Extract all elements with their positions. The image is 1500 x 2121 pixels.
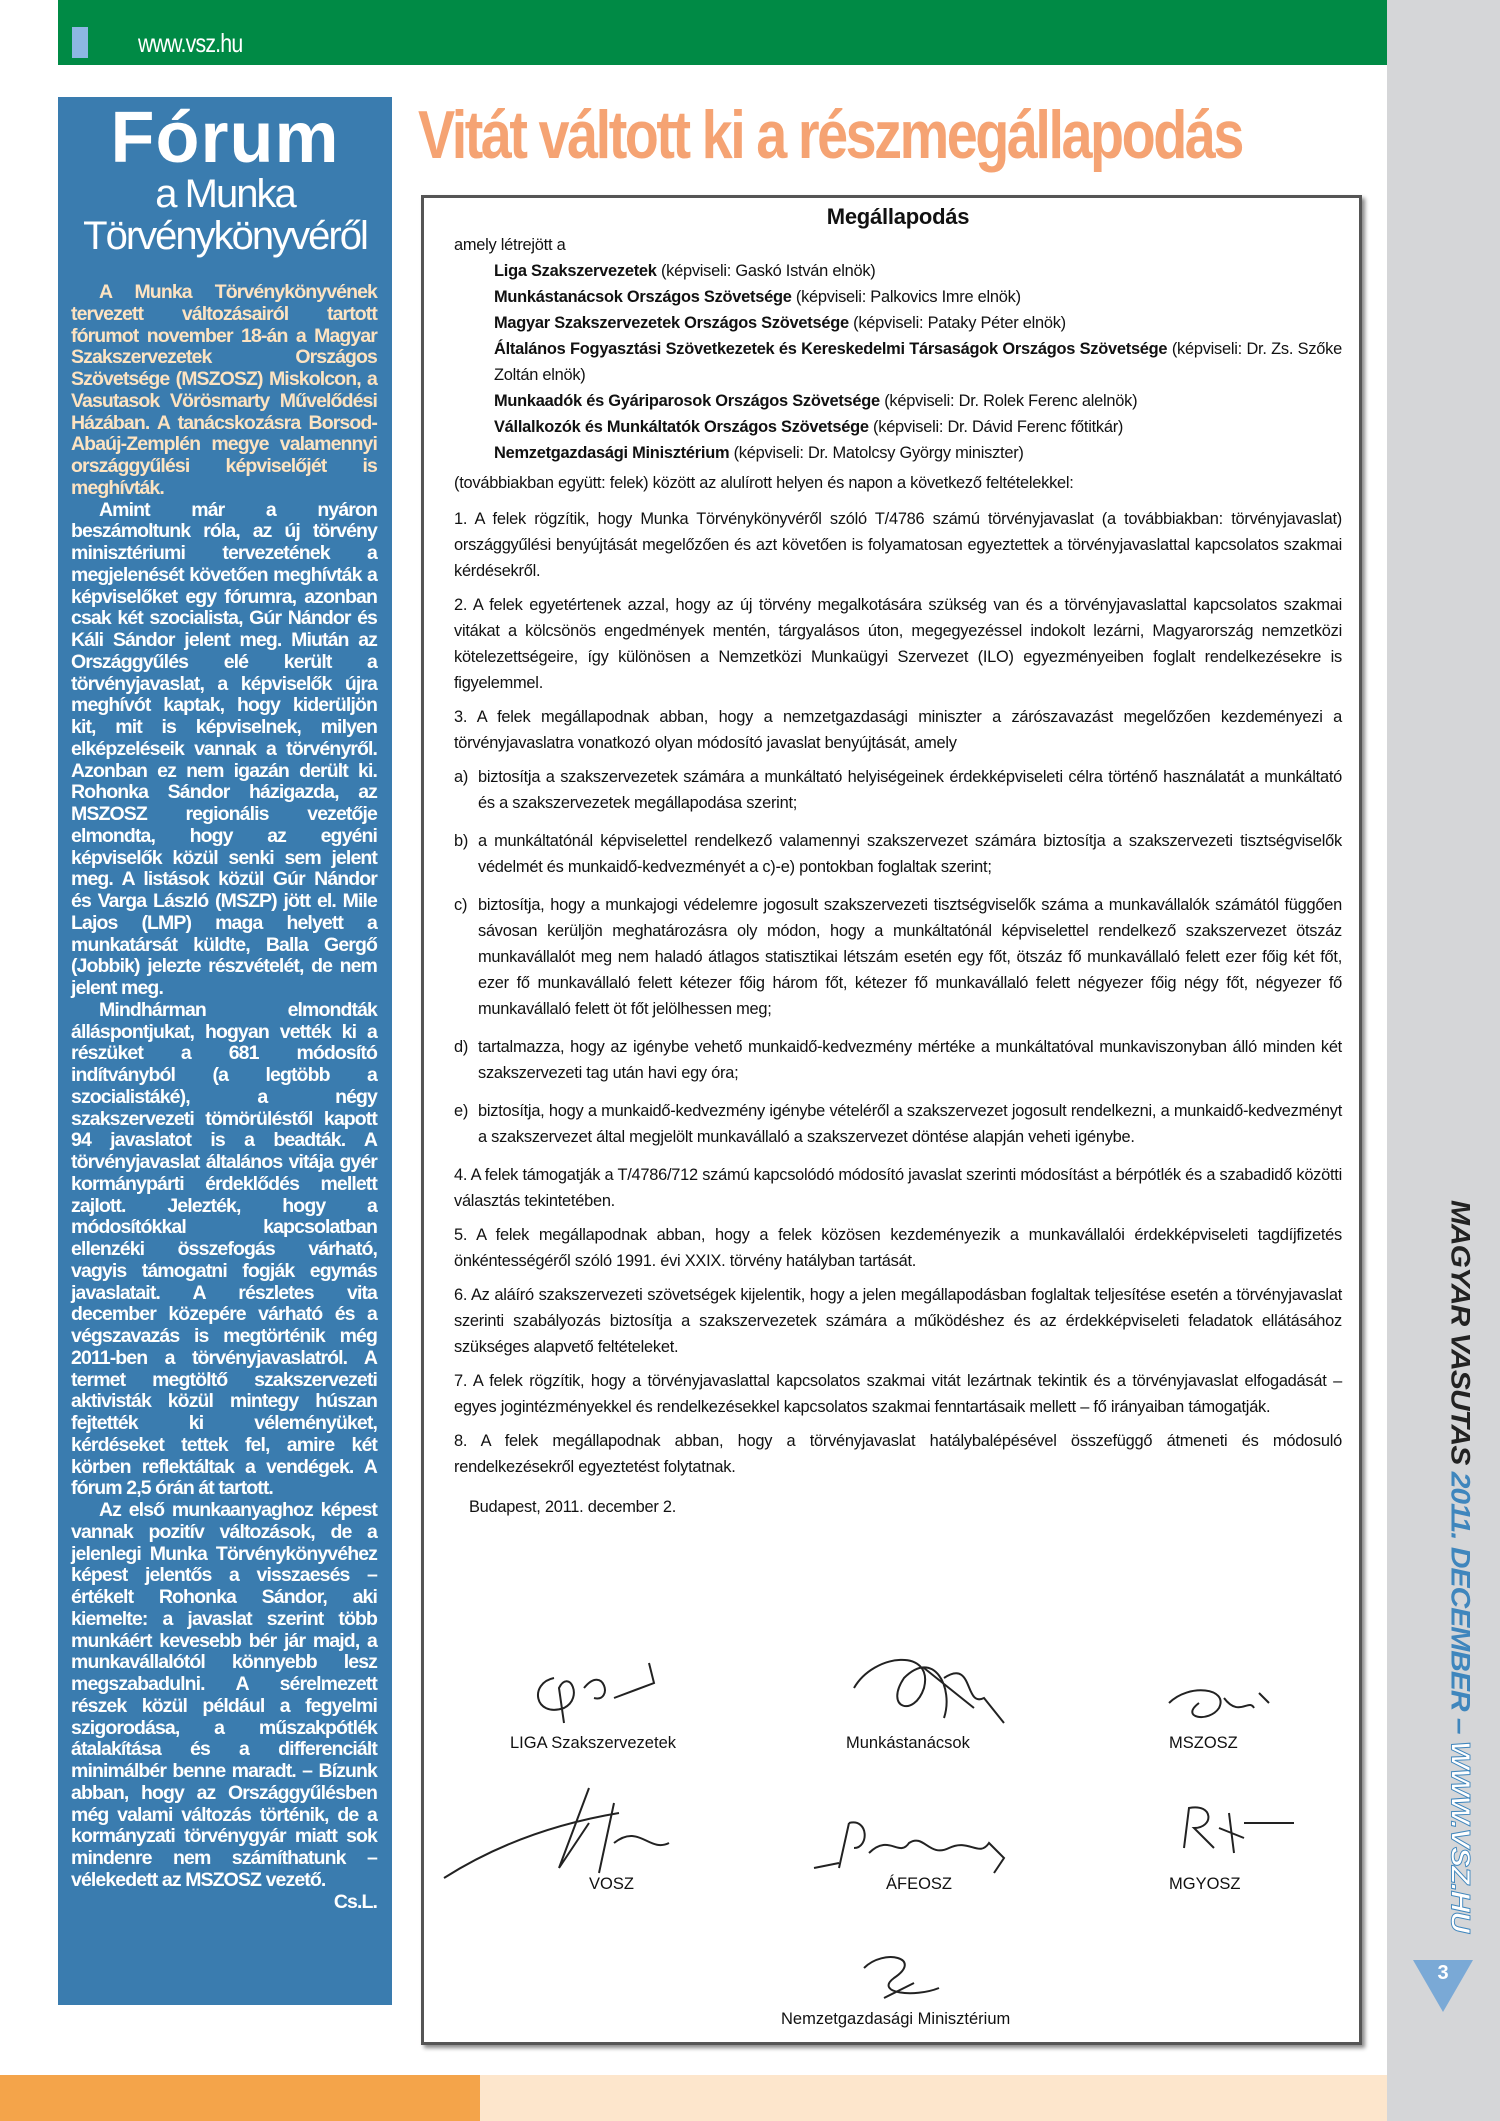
signatory-label: LIGA Szakszervezetek	[510, 1734, 676, 1752]
separator: –	[1445, 1717, 1475, 1734]
forum-paragraph: A Munka Törvénykönyvének tervezett változásairól tartott fórumot november 18-án a Magyar Szakszervezetek Országos Szövetsége (MSZOSZ) Miskolcon, a Vasutasok Vörösmarty Művelődési Házában. A tanácskozásra Borsod-Abaúj-Zemplén megye valamennyi országgyűlési képviselőjét is meghívták.	[71, 281, 377, 499]
document-title: Megállapodás	[826, 204, 970, 229]
clause-3-item: a) biztosítja a szakszervezetek számára a munkáltató helyiségeinek érdekképviseleti célra történő használatát a munkáltató és a szakszervezetek megállapodása szerint;	[454, 768, 1342, 812]
header-url: www.vsz.hu	[138, 28, 243, 58]
signatory-label: Munkástanácsok	[846, 1734, 970, 1752]
party: Magyar Szakszervezetek Országos Szövetsége (képviseli: Pataky Péter elnök)	[494, 314, 1066, 332]
clause-3-item: e) biztosítja, hogy a munkaidő-kedvezmény igénybe vételéről a szakszervezet jogosult rendelkezni, a munkaidő-kedvezményt a szakszervezet által megjelölt munkavállaló a szakszervezet döntése alapján veheti igénybe.	[454, 1102, 1342, 1146]
party: Munkástanácsok Országos Szövetsége (képviseli: Palkovics Imre elnök)	[494, 288, 1021, 306]
signatory-label: ÁFEOSZ	[886, 1875, 953, 1893]
forum-title: Fórum	[110, 98, 340, 178]
clause-2: 2. A felek egyetértenek azzal, hogy az új törvény megalkotására szükség van és a törvényjavaslattal kapcsolatos szakmai vitákat a kölcsönös engedmények mentén, tárgyalásos úton, megegyezéssel indokolt lezárni, Magyarország nemzetközi kötelezettségeire, így különösen a Nemzetközi Munkaügyi Szervezet (ILO) egyezményeiben foglalt rendelkezésekre is figyelemmel.	[454, 596, 1342, 692]
clause-3: 3. A felek megállapodnak abban, hogy a nemzetgazdasági miniszter a zárószavazást megelőzően kezdeményezi a törvényjavaslatra vonatkozó olyan módosító javaslat benyújtását, amely	[454, 708, 1342, 752]
party-list	[454, 258, 1342, 466]
clause-8: 8. A felek megállapodnak abban, hogy a törvényjavaslat hatálybalépésével összefüggő átmeneti és módosuló rendelkezésekről egyeztetést folytatnak.	[454, 1432, 1342, 1476]
header-square-icon	[72, 27, 88, 58]
agreement-document	[421, 195, 1362, 2045]
forum-subtitle-2: Törvénykönyvéről	[83, 214, 367, 258]
clause-3-item: c) biztosítja, hogy a munkajogi védelemre jogosult szakszervezeti tisztségviselők száma a munkavállalók számától függően sávosan kerüljön meghatározásra oly módon, hogy a munkáltatónál képviselettel rendelkező szakszervezet ötszáz munkavállalót meg nem haladó átlagos statisztikai létszám esetén egy főt, ötszáz fő munkavállaló felett ezer főig két főt, ezer fő munkavállaló felett kétezer főig három főt, kétezer fő munkavállaló felett négyezer főig négy főt, négyezer fő munkavállaló felett öt főt jelölhessen meg;	[454, 896, 1342, 1018]
forum-paragraph: Mindhárman elmondták álláspontjukat, hogyan vették ki a részüket a 681 módosító indítványból (a legtöbb a szocialistáké), a négy szakszervezeti tömörüléstől kapott 94 javaslatot is a beadták. A törvényjavaslat általános vitája gyér kormánypárti érdeklődés mellett zajlott. Jelezték, hogy a módosítókkal kapcsolatban ellenzéki összefogás várható, vagyis támogatni fogják egymás javaslatait. A részletes vita december közepére várható és a végszavazás is megtörténik még 2011-ben a törvényjavaslatról. A termet megtöltő szakszervezeti aktivisták közül mintegy húszan fejtették ki véleményüket, kérdéseket tettek fel, amire két körben reflektáltak a vendégek. A fórum 2,5 órán át tartott.	[71, 998, 377, 1500]
signatory-label: MGYOSZ	[1169, 1875, 1241, 1893]
forum-author: Cs.L.	[333, 1890, 377, 1913]
party: Vállalkozók és Munkáltatók Országos Szövetsége (képviseli: Dr. Dávid Ferenc főtitkár)	[494, 418, 1124, 436]
clause-6: 6. Az aláíró szakszervezeti szövetségek kijelentik, hogy a jelen megállapodásban foglaltak teljesítése esetén a törvényjavaslat szerinti szabályozás biztosítja a szakszervezetek számára a működéshez és az érdekképviseleti feladatok ellátásához szükséges alapvető feltételeket.	[454, 1286, 1342, 1356]
forum-subtitle-1: a Munka	[155, 172, 295, 216]
signature-munkastanacsok-icon	[844, 1648, 1014, 1738]
website: WWW.VSZ.HU	[1445, 1740, 1475, 1933]
party: Munkaadók és Gyáriparosok Országos Szövetsége (képviseli: Dr. Rolek Ferenc alelnök)	[494, 392, 1138, 410]
document-intro: amely létrejött a	[454, 236, 566, 254]
signature-mszosz-icon	[1159, 1678, 1279, 1738]
signatory-label: VOSZ	[589, 1875, 634, 1893]
publication-banner	[1421, 1200, 1475, 1933]
place-date: Budapest, 2011. december 2.	[469, 1498, 677, 1516]
clause-4: 4. A felek támogatják a T/4786/712 számú kapcsolódó módosító javaslat szerinti módosítást a bérpótlék és a szabadidő közötti választás tekintetében.	[454, 1166, 1342, 1210]
issue-date: 2011. DECEMBER	[1445, 1471, 1475, 1711]
page-number: 3	[1437, 1962, 1449, 1984]
clause-5: 5. A felek megállapodnak abban, hogy a felek közösen kezdeményezik a munkavállalói érdekképviseleti tagdíjfizetés önkéntességéről szóló 1991. évi XXIX. törvény hatályban tartását.	[454, 1226, 1342, 1270]
forum-sidebar-article	[58, 97, 392, 2005]
forum-paragraph: Az első munkaanyaghoz képest vannak pozitív változások, de a jelenlegi Munka Törvénykönyvéhez képest jelentős a visszaesés – értékelt Rohonka Sándor, aki kiemelte: a javaslat szerint több munkáért kevesebb bér jár majd, a munkavállalótól könnyebb lesz megszabadulni. A sérelmezett részek közül például a fegyelmi szigorodása, a műszakpótlék átalakítása és a differenciált minimálbér benne maradt. – Bízunk abban, hogy az Országgyűlésben még valami változás történik, de a kormányzati törvénygyár miatt sok mindenre nem számíthatunk – vélekedett az MSZOSZ vezető.	[71, 1499, 377, 1891]
clause-3-item: d) tartalmazza, hogy az igénybe vehető munkaidő-kedvezmény mértéke a munkáltatóval munkaviszonyban álló minden két szakszervezeti tag után havi egy óra;	[454, 1038, 1342, 1082]
signature-mgyosz-icon	[1174, 1798, 1304, 1858]
preamble: (továbbiakban együtt: felek) között az alulírott helyen és napon a következő feltételekkel:	[454, 474, 1074, 492]
signatory-label: Nemzetgazdasági Minisztérium	[781, 2010, 1011, 2028]
clause-3-item: b) a munkáltatónál képviselettel rendelkező valamennyi szakszervezet számára biztosítja a szakszervezeti tisztségviselők védelmét és munkaidő-kedvezményét a c)-e) pontokban foglaltak szerint;	[454, 832, 1342, 876]
signature-afeosz-icon	[809, 1813, 1019, 1883]
party: Nemzetgazdasági Minisztérium (képviseli: Dr. Matolcsy György miniszter)	[494, 444, 1024, 462]
footer-bar-orange	[0, 2075, 480, 2121]
party: Általános Fogyasztási Szövetkezetek és Kereskedelmi Társaságok Országos Szövetsége (képviseli: Dr. Zs. Szőke Zoltán elnök)	[494, 340, 1342, 384]
signatory-label: MSZOSZ	[1169, 1734, 1238, 1752]
signature-liga-icon	[524, 1658, 664, 1728]
signature-vosz-icon	[439, 1783, 679, 1893]
party: Liga Szakszervezetek (képviseli: Gaskó István elnök)	[494, 262, 876, 280]
article-headline: Vitát váltott ki a részmegállapodás	[418, 97, 1242, 173]
top-header-bar	[58, 0, 1387, 65]
signature-ministry-icon	[854, 1948, 954, 2008]
clause-1: 1. A felek rögzítik, hogy Munka Törvénykönyvéről szóló T/4786 számú törvényjavaslat (a továbbiakban: törvényjavaslat) országgyűlési benyújtását megelőzően és azt követően is folyamatosan egyeztettek a törvényjavaslattal kapcsolatos szakmai kérdésekről.	[454, 510, 1342, 580]
clause-7: 7. A felek rögzítik, hogy a törvényjavaslattal kapcsolatos szakmai vitát lezártnak tekintik és a törvényjavaslat elfogadását – egyes jogintézményekkel és rendelkezésekkel kapcsolatos szakmai fenntartásaik mellett – fő irányaiban támogatják.	[454, 1372, 1342, 1416]
publication-name: MAGYAR VASUTAS	[1445, 1200, 1475, 1465]
footer-bar-peach	[480, 2075, 1387, 2121]
forum-paragraph: Amint már a nyáron beszámoltunk róla, az új törvény minisztériumi tervezetének a megjelenését követően meghívták a képviselőket egy fórumra, azonban csak két szocialista, Gúr Nándor és Káli Sándor jelent meg. Miután az Országgyűlés elé került a törvényjavaslat, a képviselők újra meghívót kaptak, hogy kiderüljön kit, mit is képviselnek, milyen elképzeléseik vannak a törvényről. Azonban ez nem igazán derült ki. Rohonka Sándor házigazda, az MSZOSZ regionális vezetője elmondta, hogy az egyéni képviselők közül senki sem jelent meg. A listások közül Gúr Nándor és Varga László (MSZP) jött el. Mile Lajos (LMP) maga helyett a munkatársát küldte, Balla Gergő (Jobbik) jelezte részvételét, de nem jelent meg.	[71, 498, 377, 999]
